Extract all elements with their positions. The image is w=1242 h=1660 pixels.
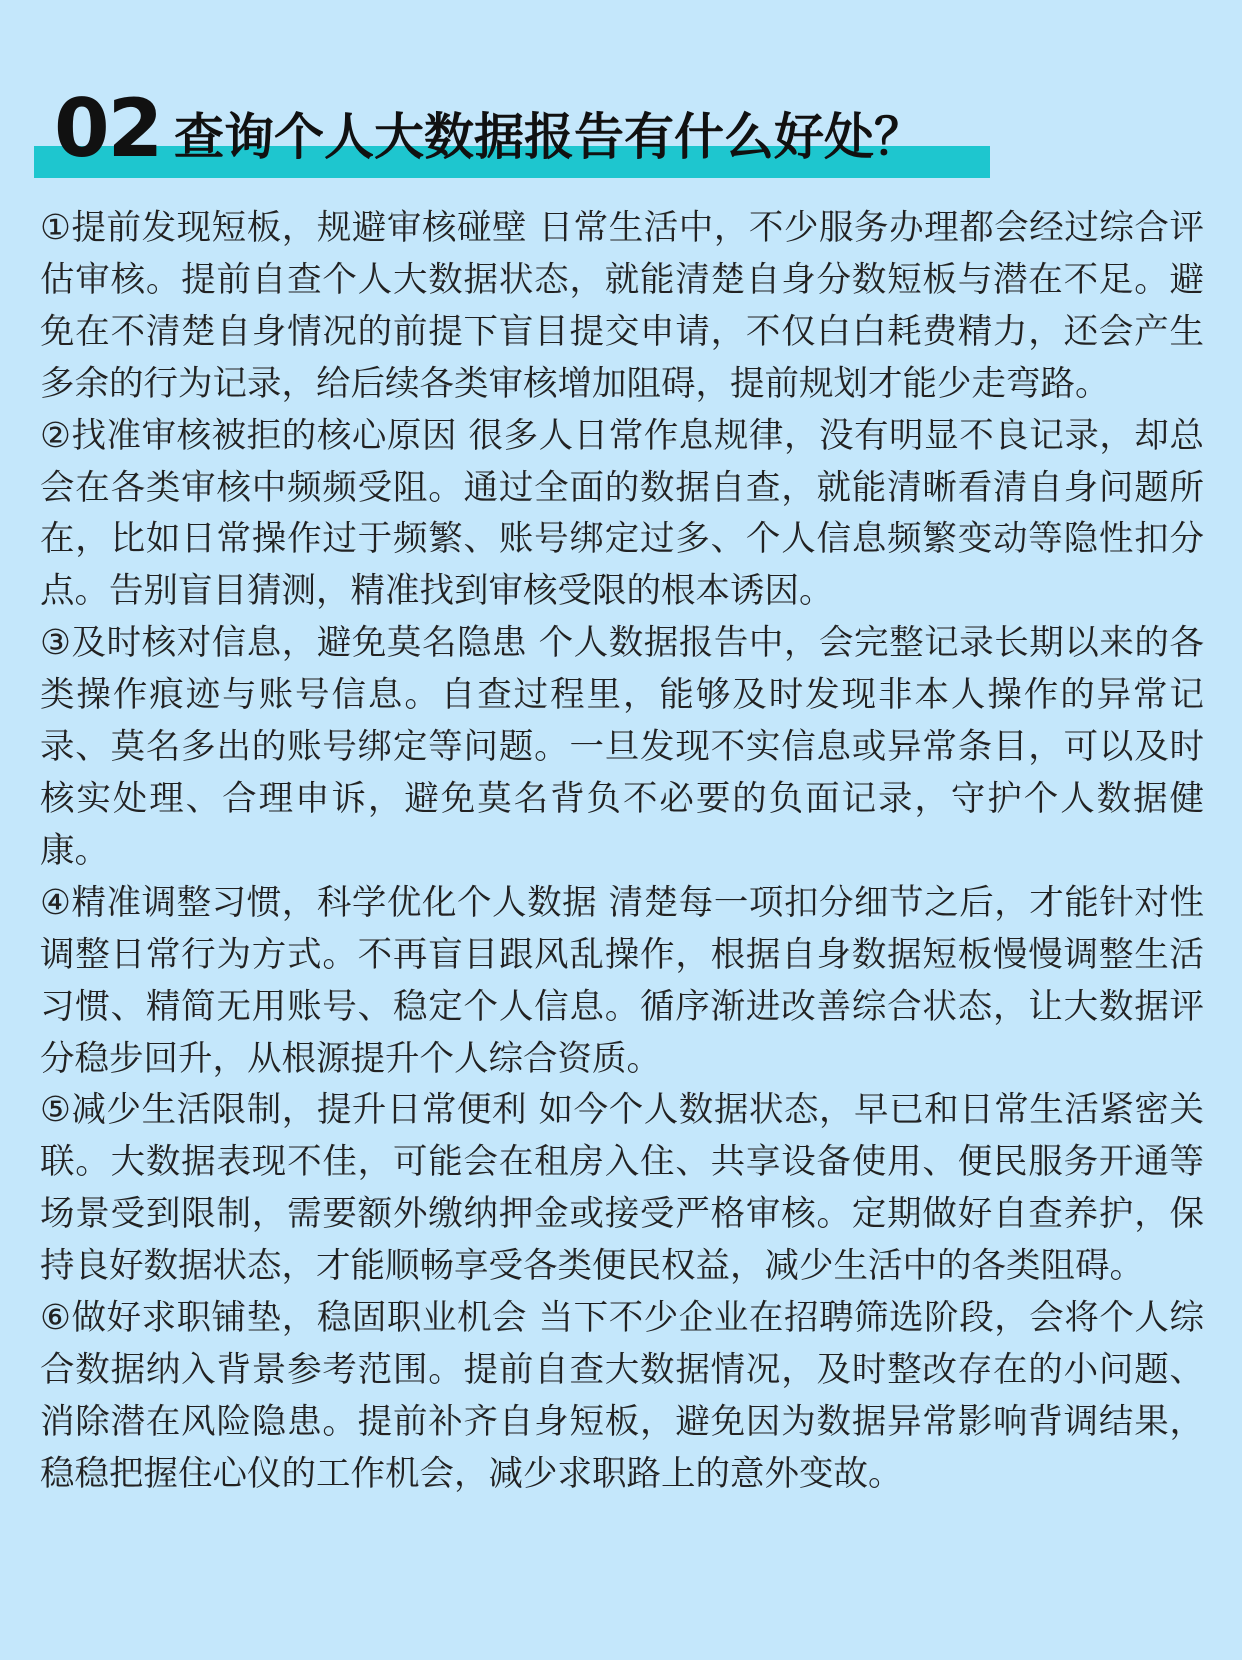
section-number: 02 [54,82,162,175]
article-body [40,203,1204,1501]
benefit-paragraph-6: ⑥做好求职铺垫，稳固职业机会 当下不少企业在招聘筛选阶段，会将个人综合数据纳入背景参考范围。提前自查大数据情况，及时整改存在的小问题、消除潜在风险隐患。提前补齐自身短板，避免因为数据异常影响背调结果，稳稳把握住心仪的工作机会，减少求职路上的意外变故。 [40,1298,1204,1494]
benefit-paragraph-5: ⑤减少生活限制，提升日常便利 如今个人数据状态，早已和日常生活紧密关联。大数据表现不佳，可能会在租房入住、共享设备使用、便民服务开通等场景受到限制，需要额外缴纳押金或接受严格审核。定期做好自查养护，保持良好数据状态，才能顺畅享受各类便民权益，减少生活中的各类阻碍。 [40,1090,1204,1287]
benefit-paragraph-4: ④精准调整习惯，科学优化个人数据 清楚每一项扣分细节之后，才能针对性调整日常行为方式。不再盲目跟风乱操作，根据自身数据短板慢慢调整生活习惯、精简无用账号、稳定个人信息。循序渐进改善综合状态，让大数据评分稳步回升，从根源提升个人综合资质。 [40,882,1204,1079]
benefit-paragraph-2: ②找准审核被拒的核心原因 很多人日常作息规律，没有明显不良记录，却总会在各类审核中频频受阻。通过全面的数据自查，就能清晰看清自身问题所在，比如日常操作过于频繁、账号绑定过多、个人信息频繁变动等隐性扣分点。告别盲目猜测，精准找到审核受限的根本诱因。 [40,415,1204,612]
benefit-paragraph-1: ①提前发现短板，规避审核碰壁 日常生活中，不少服务办理都会经过综合评估审核。提前自查个人大数据状态，就能清楚自身分数短板与潜在不足。避免在不清楚自身情况的前提下盲目提交申请，不仅白白耗费精力，还会产生多余的行为记录，给后续各类审核增加阻碍，提前规划才能少走弯路。 [40,208,1204,404]
section-header [34,84,990,180]
benefit-paragraph-3: ③及时核对信息，避免莫名隐患 个人数据报告中，会完整记录长期以来的各类操作痕迹与账号信息。自查过程里，能够及时发现非本人操作的异常记录、莫名多出的账号绑定等问题。一旦发现不实信息或异常条目，可以及时核实处理、合理申诉，避免莫名背负不必要的负面记录，守护个人数据健康。 [40,623,1204,871]
page-title: 查询个人大数据报告有什么好处？ [174,108,924,166]
